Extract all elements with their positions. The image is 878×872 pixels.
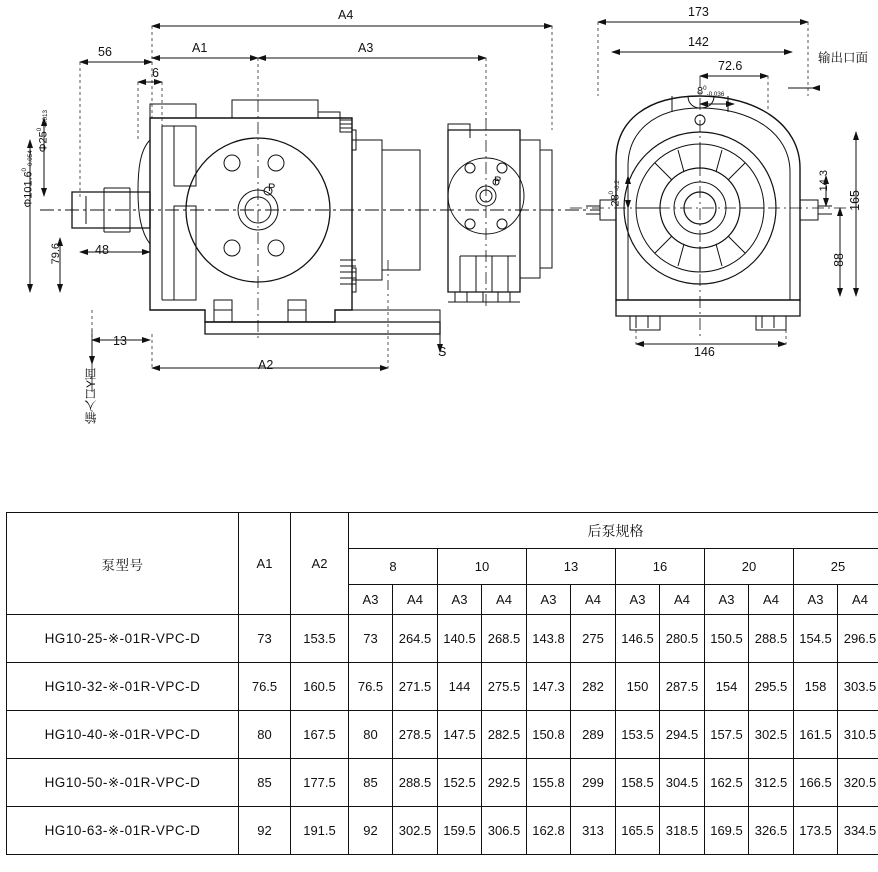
cell-value: 318.5 (660, 807, 705, 855)
header-group-8: 8 (349, 549, 438, 585)
cell-value: 165.5 (616, 807, 660, 855)
cell-a1: 85 (239, 759, 291, 807)
cell-value: 150.5 (705, 615, 749, 663)
header-group-25: 25 (794, 549, 878, 585)
cell-value: 162.8 (527, 807, 571, 855)
cell-value: 310.5 (838, 711, 878, 759)
dim-a1-label: A1 (192, 41, 208, 55)
cell-value: 271.5 (393, 663, 438, 711)
input-port-note: 输入口Y面 (84, 368, 98, 425)
cell-value: 264.5 (393, 615, 438, 663)
cell-model: HG10-25-※-01R-VPC-D (7, 615, 239, 663)
cell-value: 275 (571, 615, 616, 663)
cell-a1: 73 (239, 615, 291, 663)
cell-value: 320.5 (838, 759, 878, 807)
cell-value: 312.5 (749, 759, 794, 807)
cell-a2: 191.5 (291, 807, 349, 855)
cell-value: 280.5 (660, 615, 705, 663)
port-p-right-label: P (494, 175, 502, 187)
header-group-16: 16 (616, 549, 705, 585)
dim-88-label: 88 (832, 253, 846, 267)
port-p-left-label: P (268, 182, 276, 194)
flange-tol-bot: -0.054 (27, 150, 34, 168)
cell-value: 73 (349, 615, 393, 663)
dim-flange-dia-label (21, 150, 35, 208)
cell-value: 302.5 (393, 807, 438, 855)
header-sub-a3: A3 (616, 585, 660, 615)
dim-14-3-label: 14.3 (818, 170, 830, 192)
header-sub-a3: A3 (527, 585, 571, 615)
dim-48-label: 48 (95, 243, 109, 257)
cell-value: 294.5 (660, 711, 705, 759)
header-group-20: 20 (705, 549, 794, 585)
dim-28-tol-top: 0 (608, 190, 615, 195)
dim-8-tol-top: 0 (703, 85, 707, 92)
header-a1: A1 (239, 513, 291, 615)
cell-value: 282.5 (482, 711, 527, 759)
cell-value: 288.5 (393, 759, 438, 807)
cell-value: 302.5 (749, 711, 794, 759)
cell-value: 304.5 (660, 759, 705, 807)
dim-shaft-dia-label (36, 110, 50, 152)
cell-value: 169.5 (705, 807, 749, 855)
cell-value: 157.5 (705, 711, 749, 759)
cell-model: HG10-63-※-01R-VPC-D (7, 807, 239, 855)
cell-value: 147.3 (527, 663, 571, 711)
dim-28-tol-bot: -0.2 (614, 180, 621, 191)
cell-value: 287.5 (660, 663, 705, 711)
cell-value: 158.5 (616, 759, 660, 807)
cell-value: 326.5 (749, 807, 794, 855)
header-model: 泵型号 (7, 513, 239, 615)
table-body (7, 615, 878, 855)
cell-value: 150.8 (527, 711, 571, 759)
dim-146-label: 146 (694, 345, 715, 359)
dim-a2-label: A2 (258, 358, 274, 372)
cell-value: 159.5 (438, 807, 482, 855)
header-sub-a4: A4 (660, 585, 705, 615)
cell-value: 162.5 (705, 759, 749, 807)
cell-value: 153.5 (616, 711, 660, 759)
cell-value: 278.5 (393, 711, 438, 759)
spec-table-wrapper (6, 512, 877, 855)
header-group-13: 13 (527, 549, 616, 585)
cell-value: 152.5 (438, 759, 482, 807)
cell-value: 303.5 (838, 663, 878, 711)
flange-dia-value: Φ101.6 (22, 171, 35, 208)
cell-value: 334.5 (838, 807, 878, 855)
cell-value: 295.5 (749, 663, 794, 711)
cell-model: HG10-40-※-01R-VPC-D (7, 711, 239, 759)
table-header-row-1 (7, 513, 878, 549)
cell-value: 288.5 (749, 615, 794, 663)
cell-value: 150 (616, 663, 660, 711)
cell-a1: 92 (239, 807, 291, 855)
cell-value: 76.5 (349, 663, 393, 711)
dim-28-value: 28 (609, 194, 622, 207)
dim-142-label: 142 (688, 35, 709, 49)
dim-8-label (697, 85, 724, 98)
cell-a2: 177.5 (291, 759, 349, 807)
dim-a4-label: A4 (338, 8, 354, 22)
header-group-10: 10 (438, 549, 527, 585)
cell-value: 173.5 (794, 807, 838, 855)
cell-value: 146.5 (616, 615, 660, 663)
cell-value: 158 (794, 663, 838, 711)
table-row (7, 807, 878, 855)
table-row (7, 615, 878, 663)
table-row (7, 711, 878, 759)
header-sub-a4: A4 (482, 585, 527, 615)
shaft-tol-bot: -0.013 (42, 110, 49, 128)
shaft-tol-top: 0 (36, 127, 43, 132)
cell-value: 306.5 (482, 807, 527, 855)
header-sub-a3: A3 (438, 585, 482, 615)
dim-165-label: 165 (848, 190, 862, 211)
cell-value: 144 (438, 663, 482, 711)
section-s-label: S (438, 345, 447, 359)
cell-value: 85 (349, 759, 393, 807)
header-rear-spec: 后泵规格 (349, 513, 878, 549)
cell-model: HG10-50-※-01R-VPC-D (7, 759, 239, 807)
cell-a1: 76.5 (239, 663, 291, 711)
cell-a2: 167.5 (291, 711, 349, 759)
table-row (7, 759, 878, 807)
cell-value: 296.5 (838, 615, 878, 663)
cell-value: 166.5 (794, 759, 838, 807)
header-sub-a4: A4 (838, 585, 878, 615)
dim-6-label: 6 (152, 66, 159, 80)
spec-table (6, 512, 878, 855)
cell-value: 275.5 (482, 663, 527, 711)
cell-value: 92 (349, 807, 393, 855)
cell-model: HG10-32-※-01R-VPC-D (7, 663, 239, 711)
header-sub-a3: A3 (794, 585, 838, 615)
flange-tol-top: 0 (21, 167, 28, 172)
cell-value: 140.5 (438, 615, 482, 663)
cell-value: 155.8 (527, 759, 571, 807)
dim-8-value: 8 (697, 85, 704, 98)
cell-value: 299 (571, 759, 616, 807)
cell-value: 147.5 (438, 711, 482, 759)
dim-13-label: 13 (113, 334, 127, 348)
header-sub-a4: A4 (393, 585, 438, 615)
header-a2: A2 (291, 513, 349, 615)
output-port-note: 输出口面 (818, 51, 869, 65)
dim-56-label: 56 (98, 45, 112, 59)
dim-a3-label: A3 (358, 41, 374, 55)
table-row (7, 663, 878, 711)
dim-72-6-label: 72.6 (718, 59, 743, 73)
cell-a2: 153.5 (291, 615, 349, 663)
cell-value: 268.5 (482, 615, 527, 663)
shaft-dia-value: Φ25 (37, 131, 50, 153)
cell-value: 143.8 (527, 615, 571, 663)
header-sub-a4: A4 (749, 585, 794, 615)
cell-value: 282 (571, 663, 616, 711)
cell-value: 154.5 (794, 615, 838, 663)
cell-value: 313 (571, 807, 616, 855)
dim-173-label: 173 (688, 5, 709, 19)
cell-a1: 80 (239, 711, 291, 759)
header-sub-a3: A3 (349, 585, 393, 615)
cell-value: 292.5 (482, 759, 527, 807)
header-sub-a3: A3 (705, 585, 749, 615)
cell-a2: 160.5 (291, 663, 349, 711)
dim-28-label (608, 180, 622, 207)
dim-8-tol-bot: -0.036 (706, 91, 725, 98)
cell-value: 161.5 (794, 711, 838, 759)
header-sub-a4: A4 (571, 585, 616, 615)
dim-79-6-label: 79.6 (50, 243, 62, 265)
cell-value: 289 (571, 711, 616, 759)
cell-value: 80 (349, 711, 393, 759)
cell-value: 154 (705, 663, 749, 711)
